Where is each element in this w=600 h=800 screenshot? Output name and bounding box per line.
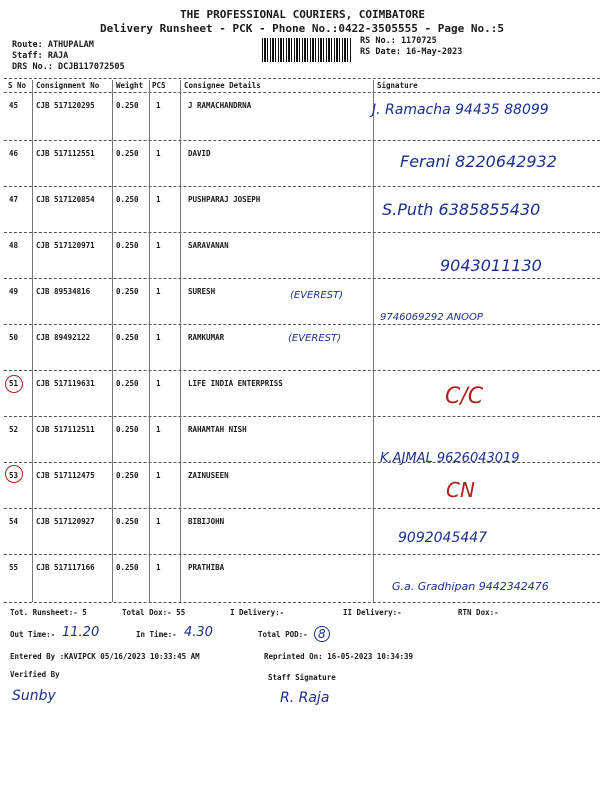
rs-number: RS No.: 1170725 (360, 36, 437, 46)
row-53-circle (5, 465, 23, 483)
row-sno: 46 (9, 149, 19, 158)
row-rule (4, 278, 600, 279)
note-49: (EVEREST) (290, 290, 344, 301)
row-weight: 0.250 (116, 333, 139, 342)
row-consignment: CJB 517120854 (36, 195, 95, 204)
signature-48: 9043011130 (440, 256, 542, 275)
row-sno: 55 (9, 563, 19, 572)
signature-52: K.AJMAL 9626043019 (380, 451, 520, 466)
row-weight: 0.250 (116, 425, 139, 434)
note-50: (EVEREST) (288, 333, 342, 344)
rtn-dox: RTN Dox:- (458, 608, 499, 617)
col-consignee: Consignee Details (184, 81, 261, 90)
note-53: CN (446, 478, 475, 502)
row-consignment: CJB 517120971 (36, 241, 95, 250)
row-consignment: CJB 517112511 (36, 425, 95, 434)
signature-50: 9746069292 ANOOP (380, 312, 483, 323)
note-51: C/C (445, 384, 484, 409)
row-pcs: 1 (156, 425, 161, 434)
row-pcs: 1 (156, 287, 161, 296)
row-sno: 51 (9, 379, 19, 388)
signature-45: J. Ramacha 94435 88099 (372, 102, 549, 118)
row-weight: 0.250 (116, 563, 139, 572)
row-consignee: BIBIJOHN (188, 517, 225, 526)
row-consignee: RAHAMTAH NISH (188, 425, 247, 434)
row-weight: 0.250 (116, 149, 139, 158)
row-pcs: 1 (156, 379, 161, 388)
company-title: THE PROFESSIONAL COURIERS, COIMBATORE (180, 8, 426, 21)
staff-signature-label: Staff Signature (268, 673, 336, 682)
row-pcs: 1 (156, 333, 161, 342)
row-sno: 47 (9, 195, 19, 204)
row-pcs: 1 (156, 563, 161, 572)
total-pod-value: 8 (314, 626, 330, 642)
row-consignee: PRATHIBA (188, 563, 225, 572)
drs-barcode (262, 38, 352, 62)
verified-by: Verified By (10, 670, 60, 679)
row-rule (4, 140, 600, 141)
verified-signature: Sunby (12, 688, 56, 704)
row-sno: 49 (9, 287, 19, 296)
row-rule (4, 324, 600, 325)
signature-46: Ferani 8220642932 (400, 152, 557, 171)
col-sno: S No (8, 81, 27, 90)
row-sno: 50 (9, 333, 19, 342)
in-time-label: In Time:- (136, 630, 177, 639)
row-weight: 0.250 (116, 379, 139, 388)
row-weight: 0.250 (116, 471, 139, 480)
total-dox: Total Dox:- 55 (122, 608, 186, 617)
runsheet-title (100, 22, 504, 35)
row-consignment: CJB 517120295 (36, 101, 95, 110)
row-rule (4, 232, 600, 233)
row-consignment: CJB 517112475 (36, 471, 95, 480)
row-consignment: CJB 517120927 (36, 517, 95, 526)
tot-runsheet: Tot. Runsheet:- 5 (10, 608, 87, 617)
row-consignment: CJB 517119631 (36, 379, 95, 388)
col-consignment: Consignment No (36, 81, 100, 90)
row-pcs: 1 (156, 149, 161, 158)
row-pcs: 1 (156, 517, 161, 526)
row-consignee: RAMKUMAR (188, 333, 225, 342)
table-row (0, 513, 600, 559)
title-prefix: Delivery Runsheet - PCK - Phone No.:0422-3505555 - Page No.:5 (100, 22, 504, 35)
row-consignee: DAVID (188, 149, 211, 158)
row-pcs: 1 (156, 101, 161, 110)
drs-number: DRS No.: DCJB117072505 (12, 62, 125, 72)
row-consignee: J RAMACHANDRNA (188, 101, 252, 110)
rs-date: RS Date: 16-May-2023 (360, 47, 463, 57)
i-delivery: I Delivery:- (230, 608, 285, 617)
row-consignment: CJB 89534816 (36, 287, 91, 296)
row-weight: 0.250 (116, 287, 139, 296)
out-time-value: 11.20 (62, 625, 100, 640)
row-consignee: PUSHPARAJ JOSEPH (188, 195, 261, 204)
row-consignee: ZAINUSEEN (188, 471, 229, 480)
row-pcs: 1 (156, 195, 161, 204)
row-sno: 54 (9, 517, 19, 526)
table-row (0, 467, 600, 513)
row-pcs: 1 (156, 471, 161, 480)
route: Route: ATHUPALAM (12, 40, 94, 50)
row-rule (4, 370, 600, 371)
signature-54: 9092045447 (398, 530, 488, 546)
row-weight: 0.250 (116, 101, 139, 110)
row-consignment: CJB 517112551 (36, 149, 95, 158)
row-rule (4, 554, 600, 555)
reprinted-on: Reprinted On: 16-05-2023 10:34:39 (264, 652, 414, 661)
row-sno: 53 (9, 471, 19, 480)
row-51-circle (5, 375, 23, 393)
row-sno: 52 (9, 425, 19, 434)
col-pcs: PCS (152, 81, 166, 90)
staff: Staff: RAJA (12, 51, 69, 61)
table-row (0, 375, 600, 421)
row-consignee: LIFE INDIA ENTERPRISS (188, 379, 283, 388)
in-time-value: 4.30 (184, 625, 213, 640)
row-rule (4, 602, 600, 603)
signature-47: S.Puth 6385855430 (382, 200, 541, 219)
row-consignment: CJB 89492122 (36, 333, 91, 342)
row-weight: 0.250 (116, 517, 139, 526)
row-rule (4, 508, 600, 509)
col-weight: Weight (116, 81, 144, 90)
ii-delivery: II Delivery:- (343, 608, 402, 617)
staff-signature: R. Raja (280, 690, 330, 706)
entered-by: Entered By :KAVIPCK 05/16/2023 10:33:45 AM (10, 652, 200, 661)
row-sno: 45 (9, 101, 19, 110)
row-consignee: SURESH (188, 287, 216, 296)
row-weight: 0.250 (116, 241, 139, 250)
row-sno: 48 (9, 241, 19, 250)
row-rule (4, 416, 600, 417)
row-consignment: CJB 517117166 (36, 563, 95, 572)
total-pod-label: Total POD:- (258, 630, 308, 639)
out-time-label: Out Time:- (10, 630, 56, 639)
signature-55: G.a. Gradhipan 9442342476 (392, 580, 549, 593)
col-signature: Signature (377, 81, 418, 90)
row-pcs: 1 (156, 241, 161, 250)
table-head-rule (4, 92, 600, 93)
row-consignee: SARAVANAN (188, 241, 229, 250)
row-weight: 0.250 (116, 195, 139, 204)
table-header (0, 78, 600, 92)
row-rule (4, 186, 600, 187)
